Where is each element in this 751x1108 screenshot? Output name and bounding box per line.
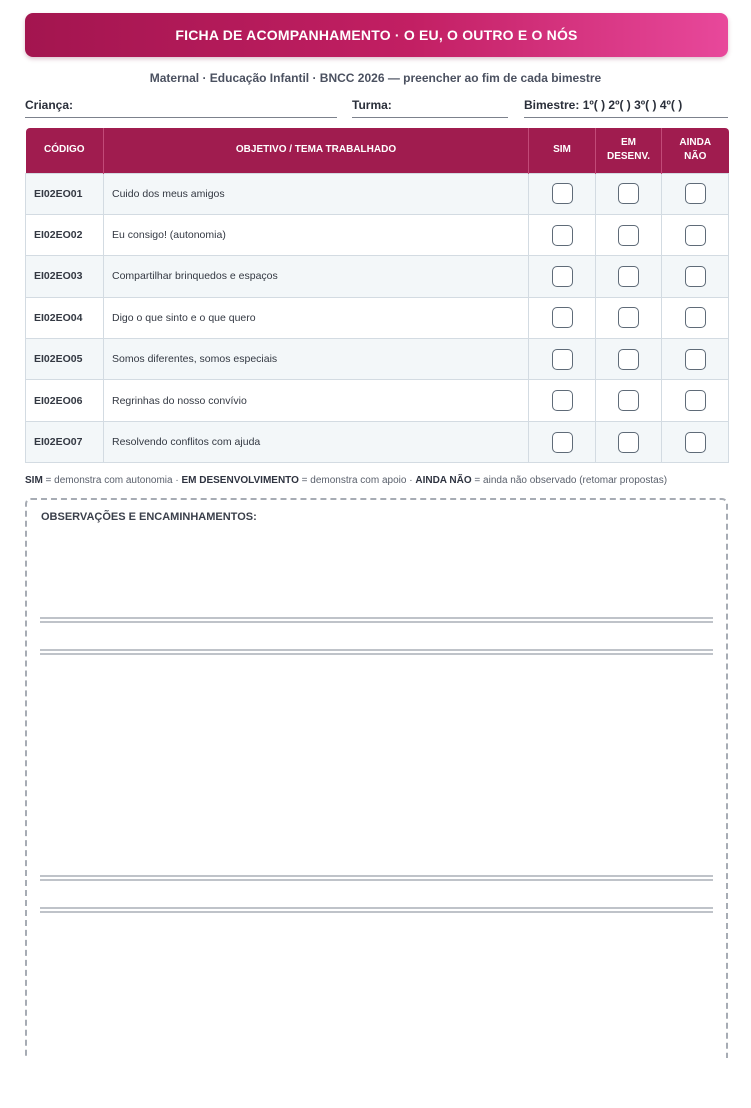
- row-objective: Regrinhas do nosso convívio: [104, 380, 529, 421]
- page-subtitle: Maternal · Educação Infantil · BNCC 2026 — preencher ao fim de cada bimestre: [149, 71, 602, 85]
- table-row: [26, 339, 729, 380]
- ainda-nao-cell: [662, 256, 729, 297]
- observations-title: OBSERVAÇÕES E ENCAMINHAMENTOS:: [41, 511, 257, 523]
- ainda-nao-cell: [662, 297, 729, 338]
- table-row: [26, 256, 729, 297]
- row-objective: Eu consigo! (autonomia): [104, 214, 529, 255]
- crianca-line: [25, 117, 337, 118]
- ainda-nao-checkbox[interactable]: [685, 266, 706, 287]
- ainda-nao-checkbox[interactable]: [685, 183, 706, 204]
- table-row: [26, 214, 729, 255]
- page-title: FICHA DE ACOMPANHAMENTO · O EU, O OUTRO E O NÓS: [175, 27, 578, 43]
- sim-cell: [529, 421, 596, 462]
- ainda-nao-checkbox[interactable]: [685, 225, 706, 246]
- crianca-label: Criança:: [25, 98, 74, 112]
- row-code: EI02EO05: [26, 339, 104, 380]
- turma-line: [352, 117, 508, 118]
- title-banner: [25, 13, 728, 57]
- ainda-nao-checkbox[interactable]: [685, 390, 706, 411]
- em-desenv-cell: [596, 214, 662, 255]
- sim-checkbox[interactable]: [552, 349, 573, 370]
- sim-checkbox[interactable]: [552, 183, 573, 204]
- em-desenv-checkbox[interactable]: [618, 390, 639, 411]
- legend-ainda-key: AINDA NÃO: [415, 475, 472, 486]
- row-objective: Compartilhar brinquedos e espaços: [104, 256, 529, 297]
- legend-sim-text: = demonstra com autonomia ·: [42, 475, 182, 486]
- sim-cell: [529, 256, 596, 297]
- writing-line: [40, 649, 713, 655]
- header-ainda-nao: [662, 128, 729, 173]
- table-row: [26, 297, 729, 338]
- ainda-nao-checkbox[interactable]: [685, 307, 706, 328]
- writing-line: [40, 875, 713, 881]
- table-header-row: [26, 128, 729, 173]
- turma-field[interactable]: [352, 96, 508, 118]
- row-code: EI02EO02: [26, 214, 104, 255]
- objectives-table: [25, 128, 729, 463]
- header-ainda-nao-line1: AINDA: [679, 137, 712, 149]
- row-code: EI02EO04: [26, 297, 104, 338]
- row-objective: Digo o que sinto e o que quero: [104, 297, 529, 338]
- ainda-nao-cell: [662, 173, 729, 214]
- observations-box[interactable]: [25, 498, 728, 1058]
- sim-cell: [529, 297, 596, 338]
- ainda-nao-cell: [662, 421, 729, 462]
- header-em-desenv: [596, 128, 662, 173]
- em-desenv-checkbox[interactable]: [618, 307, 639, 328]
- ainda-nao-cell: [662, 214, 729, 255]
- header-sim: SIM: [529, 128, 596, 173]
- legend-em-key: EM DESENVOLVIMENTO: [181, 475, 299, 486]
- header-em-desenv-line2: DESENV.: [607, 151, 650, 163]
- row-code: EI02EO06: [26, 380, 104, 421]
- em-desenv-cell: [596, 339, 662, 380]
- turma-label: Turma:: [352, 98, 392, 112]
- row-code: EI02EO03: [26, 256, 104, 297]
- ainda-nao-checkbox[interactable]: [685, 349, 706, 370]
- sim-cell: [529, 339, 596, 380]
- em-desenv-cell: [596, 297, 662, 338]
- em-desenv-cell: [596, 256, 662, 297]
- em-desenv-cell: [596, 380, 662, 421]
- ainda-nao-cell: [662, 339, 729, 380]
- header-em-desenv-line1: EM: [621, 137, 636, 149]
- ainda-nao-cell: [662, 380, 729, 421]
- em-desenv-cell: [596, 173, 662, 214]
- em-desenv-checkbox[interactable]: [618, 349, 639, 370]
- sim-checkbox[interactable]: [552, 307, 573, 328]
- em-desenv-checkbox[interactable]: [618, 225, 639, 246]
- bimestre-field[interactable]: [524, 96, 728, 118]
- sim-checkbox[interactable]: [552, 225, 573, 246]
- ainda-nao-checkbox[interactable]: [685, 432, 706, 453]
- header-ainda-nao-line2: NÃO: [684, 151, 707, 163]
- em-desenv-checkbox[interactable]: [618, 266, 639, 287]
- em-desenv-checkbox[interactable]: [618, 432, 639, 453]
- header-codigo: CÓDIGO: [26, 128, 104, 173]
- em-desenv-cell: [596, 421, 662, 462]
- row-code: EI02EO07: [26, 421, 104, 462]
- sim-checkbox[interactable]: [552, 266, 573, 287]
- writing-line: [40, 617, 713, 623]
- legend-em-text: = demonstra com apoio ·: [298, 475, 416, 486]
- writing-line: [40, 907, 713, 913]
- em-desenv-checkbox[interactable]: [618, 183, 639, 204]
- crianca-field[interactable]: [25, 96, 337, 118]
- row-objective: Resolvendo conflitos com ajuda: [104, 421, 529, 462]
- header-objetivo: OBJETIVO / TEMA TRABALHADO: [104, 128, 529, 173]
- sim-checkbox[interactable]: [552, 390, 573, 411]
- sim-checkbox[interactable]: [552, 432, 573, 453]
- row-objective: Cuido dos meus amigos: [104, 173, 529, 214]
- bimestre-line: [524, 117, 728, 118]
- bimestre-label: Bimestre: 1º( ) 2º( ) 3º( ) 4º( ): [524, 98, 683, 112]
- row-code: EI02EO01: [26, 173, 104, 214]
- sim-cell: [529, 380, 596, 421]
- legend-sim-key: SIM: [25, 475, 43, 486]
- row-objective: Somos diferentes, somos especiais: [104, 339, 529, 380]
- legend: [25, 475, 728, 486]
- sim-cell: [529, 214, 596, 255]
- table-row: [26, 421, 729, 462]
- sim-cell: [529, 173, 596, 214]
- table-row: [26, 380, 729, 421]
- legend-ainda-text: = ainda não observado (retomar propostas): [471, 475, 668, 486]
- table-row: [26, 173, 729, 214]
